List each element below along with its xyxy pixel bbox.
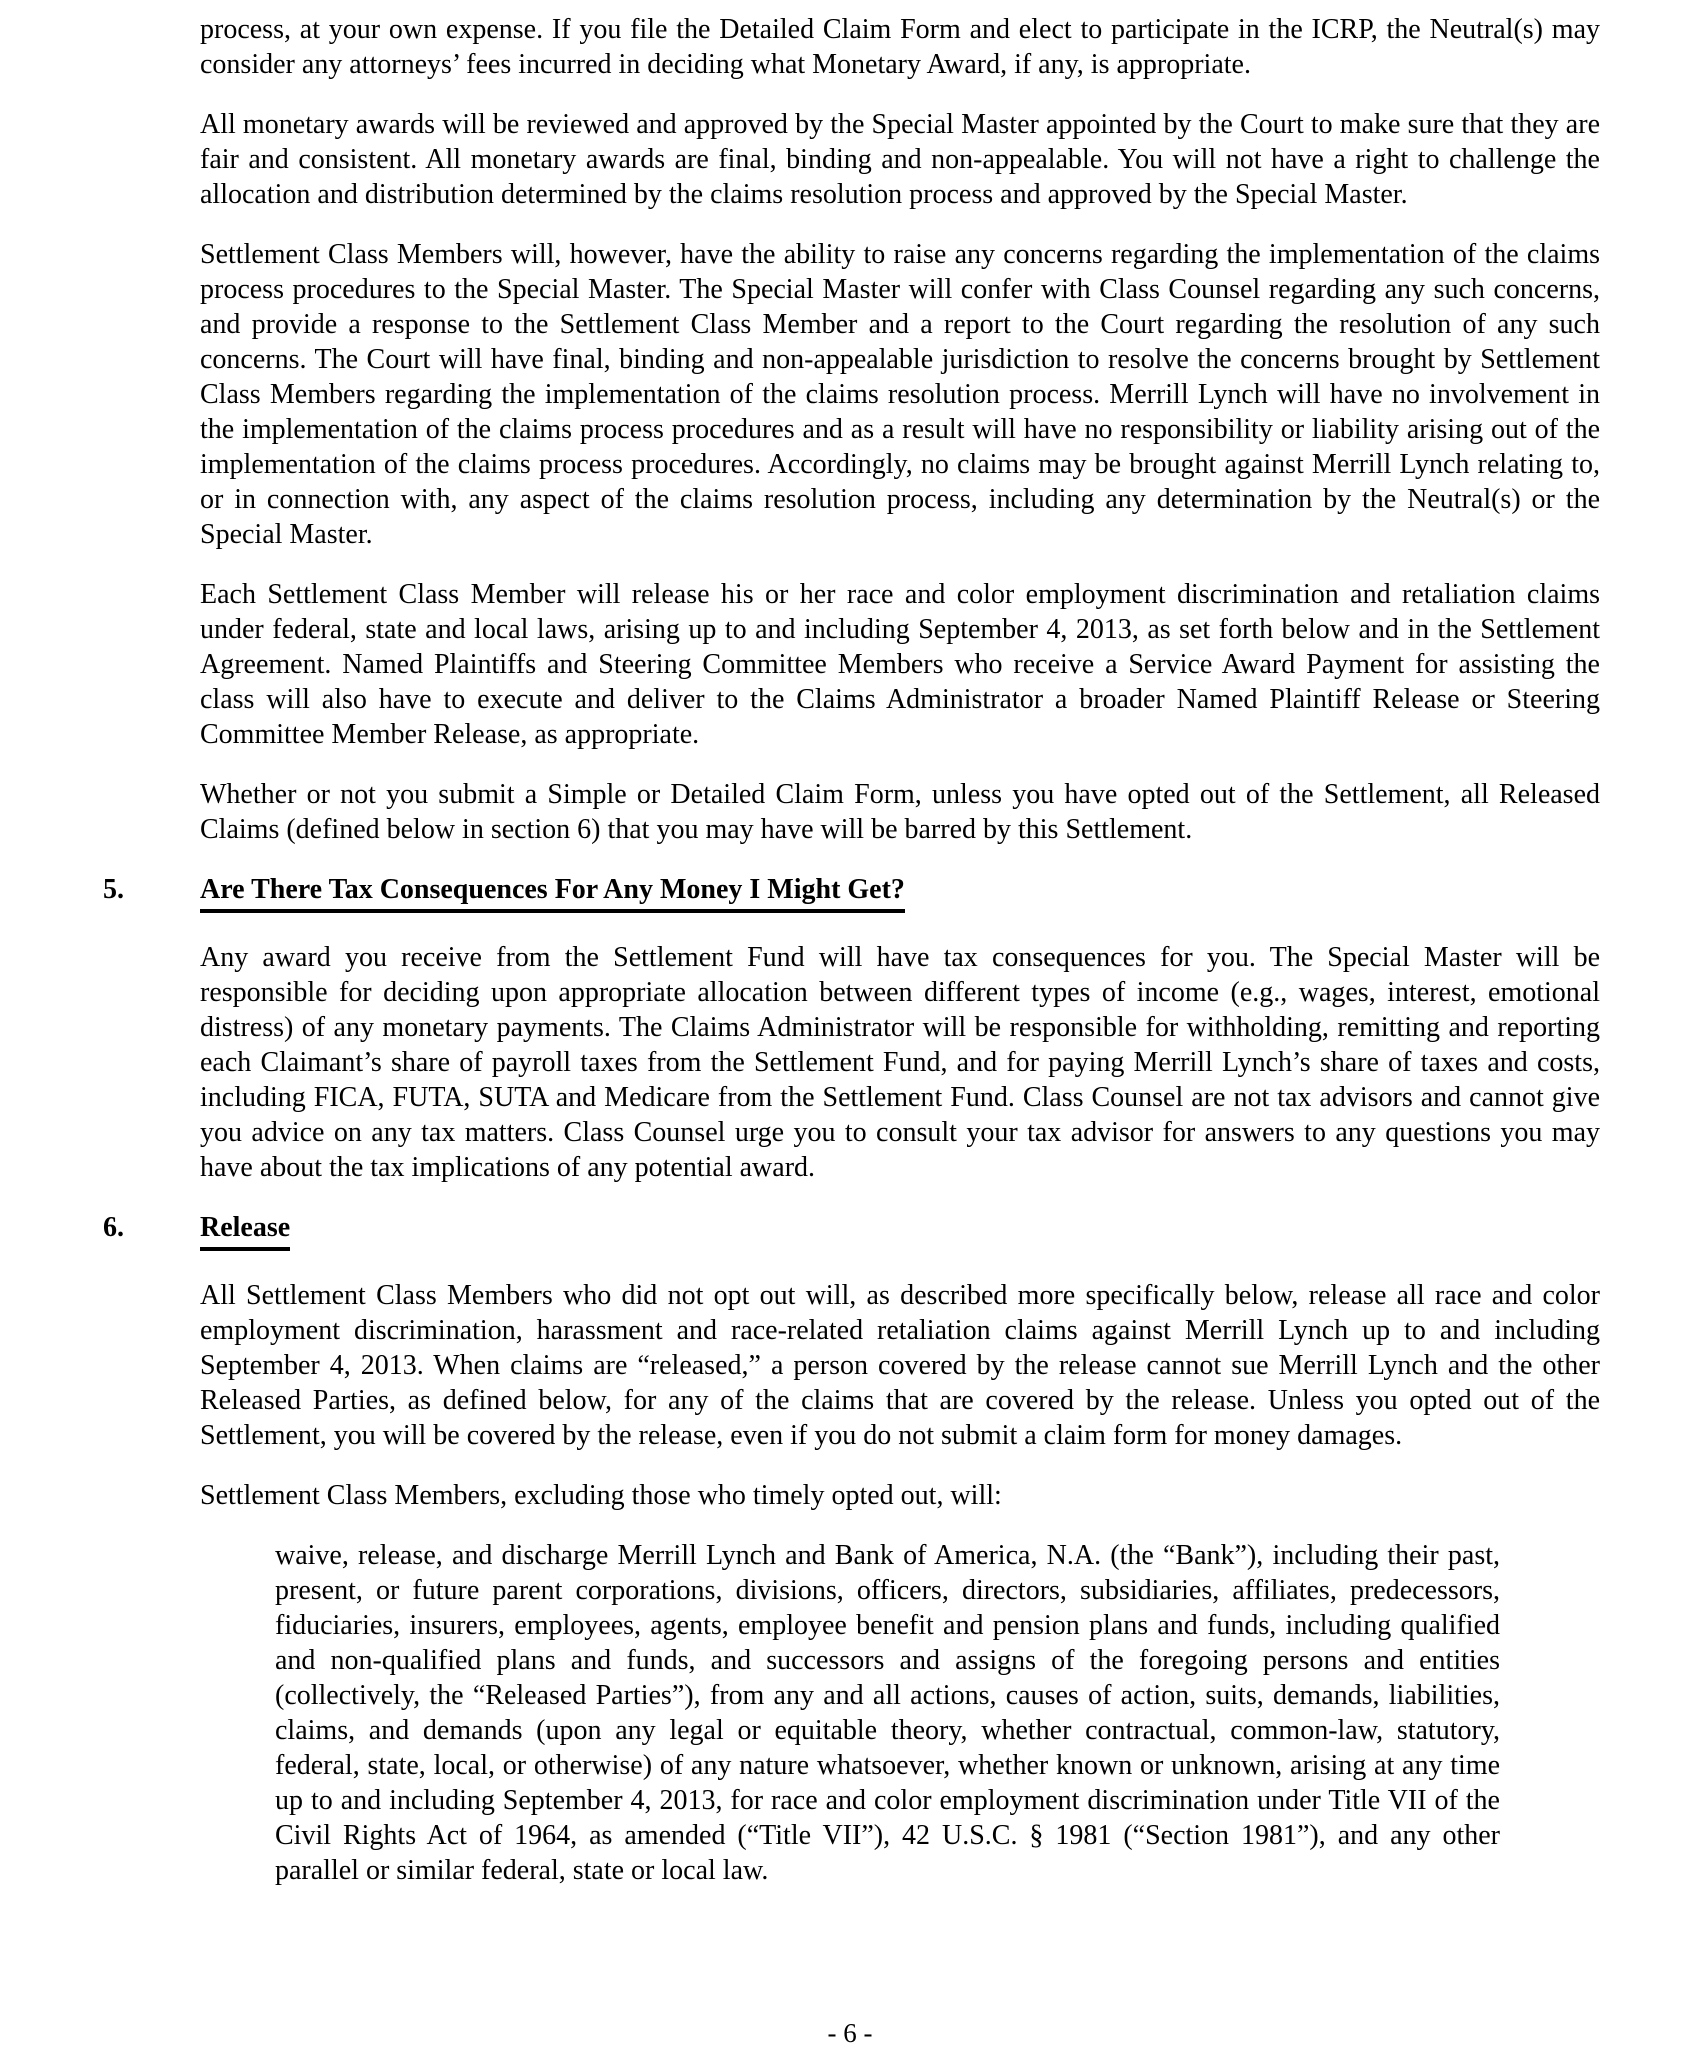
document-body bbox=[103, 12, 1600, 1888]
section-5-heading bbox=[103, 872, 1600, 913]
paragraph-claims-barred: Whether or not you submit a Simple or Detailed Claim Form, unless you have opted out of the Settlement, all Released Claims (defined below in section 6) that you may have will be barred by this Settlement. bbox=[200, 779, 1600, 845]
section-6-heading bbox=[103, 1210, 1600, 1251]
paragraph-member-release-scope: Each Settlement Class Member will release his or her race and color employment discrimination and retaliation claims under federal, state and local laws, arising up to and including September 4, 2013, as set forth below and in the Settlement Agreement. Named Plaintiffs and Steering Committee Members who receive a Service Award Payment for assisting the class will also have to execute and deliver to the Claims Administrator a broader Named Plaintiff Release or Steering Committee Member Release, as appropriate. bbox=[200, 579, 1600, 750]
page-number-footer: - 6 - bbox=[827, 2018, 873, 2048]
section-6-number: 6. bbox=[103, 1212, 124, 1243]
paragraph-release-terms-blockquote: waive, release, and discharge Merrill Lynch and Bank of America, N.A. (the “Bank”), including their past, present, or future parent corporations, divisions, officers, directors, subsidiaries, affiliates, predecessors, fiduciaries, insurers, employees, agents, employee benefit and pension plans and funds, including qualified and non-qualified plans and funds, and successors and assigns of the foregoing persons and entities (collectively, the “Released Parties”), from any and all actions, causes of action, suits, demands, liabilities, claims, and demands (upon any legal or equitable theory, whether contractual, common-law, statutory, federal, state, local, or otherwise) of any nature whatsoever, whether known or unknown, arising at any time up to and including September 4, 2013, for race and color employment discrimination under Title VII of the Civil Rights Act of 1964, as amended (“Title VII”), 42 U.S.C. § 1981 (“Section 1981”), and any other parallel or similar federal, state or local law. bbox=[275, 1540, 1500, 1886]
paragraph-concerns-process: Settlement Class Members will, however, have the ability to raise any concerns regarding the implementation of the claims process procedures to the Special Master. The Special Master will confer with Class Counsel regarding any such concerns, and provide a response to the Settlement Class Member and a report to the Court regarding the resolution of any such concerns. The Court will have final, binding and non-appealable jurisdiction to resolve the concerns brought by Settlement Class Members regarding the implementation of the claims resolution process. Merrill Lynch will have no involvement in the implementation of the claims process procedures and as a result will have no responsibility or liability arising out of the implementation of the claims process procedures. Accordingly, no claims may be brought against Merrill Lynch relating to, or in connection with, any aspect of the claims resolution process, including any determination by the Neutral(s) or the Special Master. bbox=[200, 239, 1600, 550]
paragraph-icrp-continuation: process, at your own expense. If you file the Detailed Claim Form and elect to participate in the ICRP, the Neutral(s) may consider any attorneys’ fees incurred in deciding what Monetary Award, if any, is appropriate. bbox=[200, 14, 1600, 80]
paragraph-release-lead-in: Settlement Class Members, excluding those who timely opted out, will: bbox=[200, 1480, 1002, 1511]
paragraph-tax-consequences: Any award you receive from the Settlement Fund will have tax consequences for you. The Special Master will be responsible for deciding upon appropriate allocation between different types of income (e.g., wages, interest, emotional distress) of any monetary payments. The Claims Administrator will be responsible for withholding, remitting and reporting each Claimant’s share of payroll taxes from the Settlement Fund, and for paying Merrill Lynch’s share of taxes and costs, including FICA, FUTA, SUTA and Medicare from the Settlement Fund. Class Counsel are not tax advisors and cannot give you advice on any tax matters. Class Counsel urge you to consult your tax advisor for answers to any questions you may have about the tax implications of any potential award. bbox=[200, 942, 1600, 1183]
section-6-title: Release bbox=[200, 1210, 290, 1251]
section-5-title: Are There Tax Consequences For Any Money I Might Get? bbox=[200, 872, 905, 913]
paragraph-monetary-awards-review: All monetary awards will be reviewed and approved by the Special Master appointed by the Court to make sure that they are fair and consistent. All monetary awards are final, binding and non-appealable. You will not have a right to challenge the allocation and distribution determined by the claims resolution process and approved by the Special Master. bbox=[200, 109, 1600, 210]
paragraph-release-overview: All Settlement Class Members who did not opt out will, as described more specifically below, release all race and color employment discrimination, harassment and race-related retaliation claims against Merrill Lynch up to and including September 4, 2013. When claims are “released,” a person covered by the release cannot sue Merrill Lynch and the other Released Parties, as defined below, for any of the claims that are covered by the release. Unless you opted out of the Settlement, you will be covered by the release, even if you do not submit a claim form for money damages. bbox=[200, 1280, 1600, 1451]
section-5-number: 5. bbox=[103, 874, 124, 905]
